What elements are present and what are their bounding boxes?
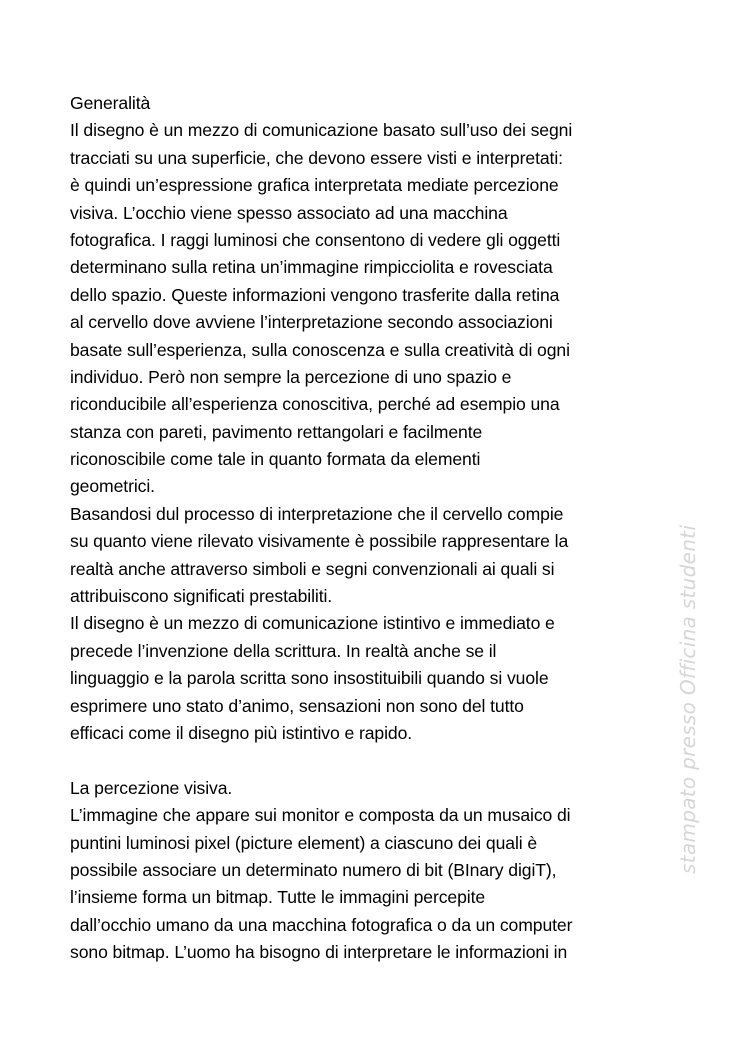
text-line: visiva. L’occhio viene spesso associato ad una macchina [70, 202, 508, 223]
text-line: realtà anche attraverso simboli e segni convenzionali ai quali si [70, 558, 555, 579]
text-line: esprimere uno stato d’animo, sensazioni non sono del tutto [70, 695, 524, 716]
text-line: geometrici. [70, 476, 155, 497]
text-line: Il disegno è un mezzo di comunicazione istintivo e immediato e [70, 613, 555, 634]
text-line: dello spazio. Queste informazioni vengono trasferite dalla retina [70, 284, 560, 305]
text-line: L’immagine che appare sui monitor e composta da un musaico di [70, 805, 571, 826]
text-line: linguaggio e la parola scritta sono insostituibili quando si vuole [70, 668, 549, 689]
paragraph-spacer [70, 747, 680, 774]
text-line: individuo. Però non sempre la percezione di uno spazio e [70, 366, 512, 387]
text-line: puntini luminosi pixel (picture element) a ciascuno dei quali è [70, 832, 538, 853]
text-line: Il disegno è un mezzo di comunicazione basato sull’uso dei segni [70, 120, 573, 141]
text-line: attribuiscono significati prestabiliti. [70, 586, 333, 607]
section-title-generalita: Generalità [70, 93, 151, 113]
text-line: basate sull’esperienza, sulla conoscenza e sulla creatività di ogni [70, 339, 570, 360]
text-line: riconoscibile come tale in quanto formata da elementi [70, 449, 481, 470]
text-line: determinano sulla retina un’immagine rimpicciolita e rovesciata [70, 257, 553, 278]
document-body [70, 90, 680, 967]
text-line: l’insieme forma un bitmap. Tutte le immagini percepite [70, 887, 486, 908]
text-line: riconducibile all’esperienza conoscitiva, perché ad esempio una [70, 394, 560, 415]
text-line: su quanto viene rilevato visivamente è possibile rappresentare la [70, 531, 569, 552]
text-line: stanza con pareti, pavimento rettangolari e facilmente [70, 421, 483, 442]
text-line: efficaci come il disegno più istintivo e rapido. [70, 722, 413, 743]
text-line: tracciati su una superficie, che devono essere visti e interpretati: [70, 147, 563, 168]
text-line: precede l’invenzione della scrittura. In realtà anche se il [70, 640, 497, 661]
text-line: dall’occhio umano da una macchina fotografica o da un computer [70, 914, 573, 935]
watermark: stampato presso Officina studenti [676, 524, 700, 874]
text-line: sono bitmap. L’uomo ha bisogno di interpretare le informazioni in [70, 942, 568, 963]
text-line: possibile associare un determinato numero di bit (BInary digiT), [70, 859, 557, 880]
section-title-percezione-visiva: La percezione visiva. [70, 777, 233, 798]
text-line: fotografica. I raggi luminosi che consentono di vedere gli oggetti [70, 229, 561, 250]
text-line: Basandosi dul processo di interpretazione che il cervello compie [70, 503, 564, 524]
text-line: al cervello dove avviene l’interpretazione secondo associazioni [70, 312, 553, 333]
text-line: è quindi un’espressione grafica interpretata mediate percezione [70, 175, 559, 196]
